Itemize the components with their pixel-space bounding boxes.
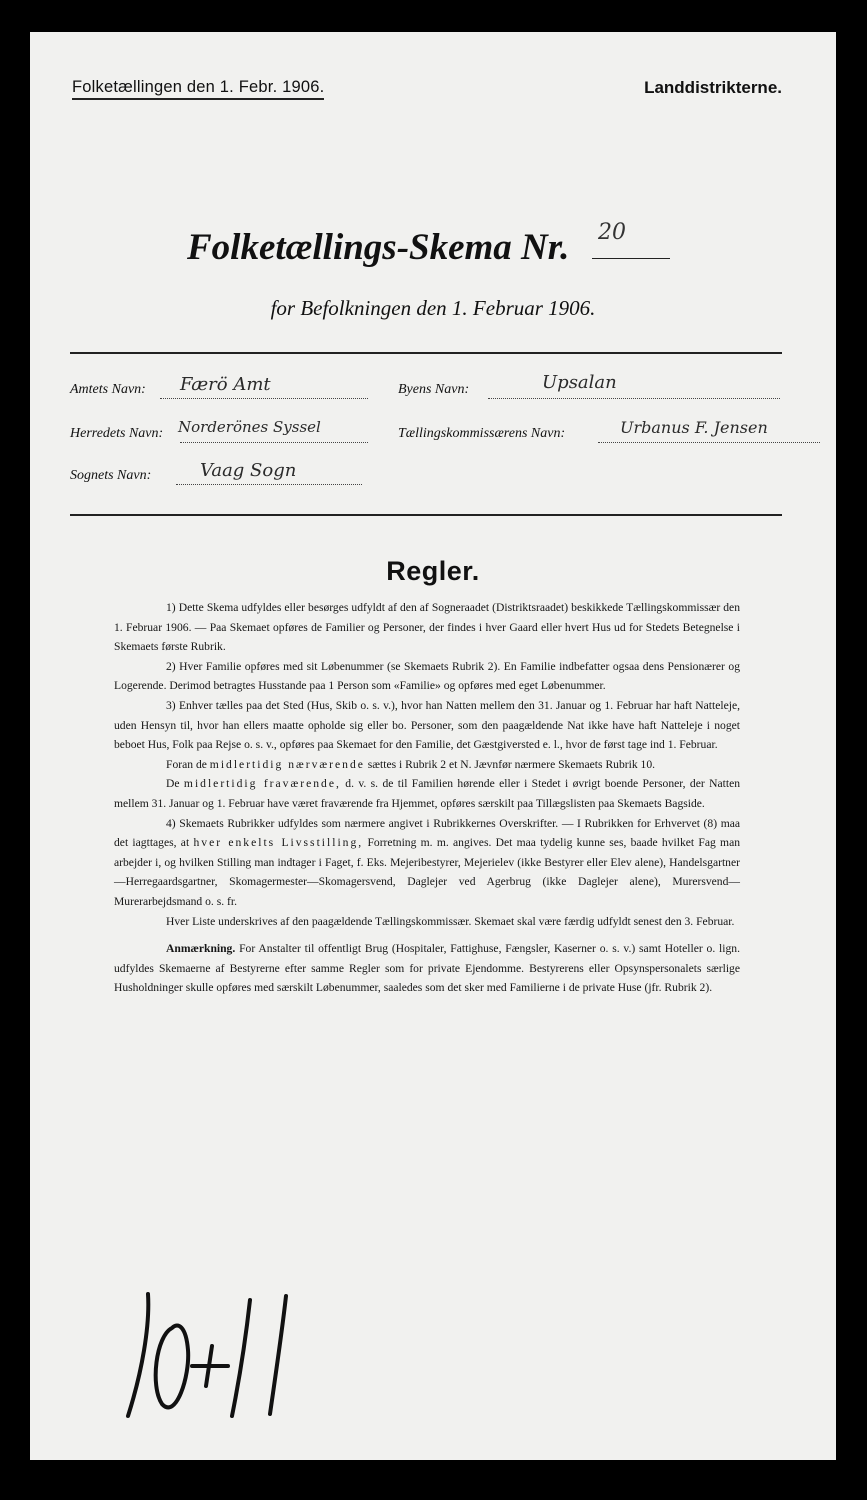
divider-bottom — [70, 514, 782, 516]
form-subtitle: for Befolkningen den 1. Februar 1906. — [270, 296, 596, 320]
rule-1: 1) Dette Skema udfyldes eller besørges udfyldt af den af Sogneraadet (Distriktsraadet) beskikkede Tællingskommissær den 1. Februar 1906. — Paa Skemaet opføres de Familier og Personer, der findes i hver Gaard eller hvert Hus ud for Stedets Betegnelse i Skemaets første Rubrik. — [114, 601, 740, 654]
by-label: Byens Navn: — [398, 382, 470, 397]
rule-4-pre: 4) Skemaets Rubrikker udfyldes som nærmere angivet i Rubrikkernes Overskrifter. — I Rubrikken for Erhvervet (8) maa det iagttages, at — [114, 816, 740, 850]
amt-label: Amtets Navn: — [70, 382, 146, 397]
handwritten-mark — [120, 1276, 310, 1426]
rule-3c-pre: De — [166, 777, 180, 791]
rules-heading: Regler. — [386, 556, 480, 586]
herred-value: Norderönes Syssel — [178, 418, 321, 436]
rule-2: 2) Hver Familie opføres med sit Løbenummer (se Skemaets Rubrik 2). En Familie indbefatter ogsaa dens Pensionærer og Logerende. Derimod betragtes Husstande paa 1 Person som «Familie» og opføres med eget Løbenummer. — [114, 659, 740, 693]
kommissaer-label: Tællingskommissærens Navn: — [398, 426, 566, 441]
sogn-label: Sognets Navn: — [70, 468, 152, 483]
rule-3c-post: d. v. s. de til Familien hørende eller i Stedet i øvrigt boende Personer, der Natten mellem 31. Januar og 1. Februar have været fraværende fra Hjemmet, opføres særskilt paa Tillægslisten paa Skemaets Bagside. — [114, 777, 741, 810]
form-title: Folketællings-Skema Nr. — [187, 227, 570, 268]
annotation-text: For Anstalter til offentligt Brug (Hospitaler, Fattighuse, Fængsler, Kaserner o. s. v.) samt Hoteller o. lign. udfyldes Skemaerne af Bestyrerne efter samme Regler som for private Ejendomme. Bestyrerens eller Opsynspersonalets særlige Husholdninger skulle opføres med særskilt Løbenummer, saaledes som det sker med Familierne i de private Huse (jfr. Rubrik 2). — [114, 942, 740, 995]
kommissaer-value: Urbanus F. Jensen — [620, 418, 768, 437]
census-form-page — [30, 32, 836, 1460]
sogn-line — [176, 484, 362, 485]
rule-4-post: Forretning m. m. angives. Det maa tydelig kunne ses, baade hvilket Fag man arbejder i, og hvilken Stilling man indtager i Faget, f. Eks. Mejeribestyrer, Mejerielev (ikke Bestyrer eller Elev alene), Handelsgartner—Herregaardsgartner, Skomagermester—Skomagersvend, Daglejer ved Agerbrug (ikke Daglejer alene), Murersvend—Murerarbejdsmand o. s. fr. — [114, 836, 741, 908]
form-number: 20 — [592, 220, 670, 259]
district-type: Landdistrikterne. — [644, 78, 782, 97]
divider-top — [70, 352, 782, 354]
rules-text — [114, 598, 740, 998]
amt-line — [160, 398, 368, 399]
rule-4-signature: Hver Liste underskrives af den paagældende Tællingskommissær. Skemaet skal være færdig udfyldt senest den 3. Februar. — [166, 914, 735, 928]
rule-3b-post: sættes i Rubrik 2 et N. Jævnfør nærmere Skemaets Rubrik 10. — [367, 757, 656, 771]
sogn-value: Vaag Sogn — [200, 460, 297, 481]
by-value: Upsalan — [542, 372, 617, 393]
rule-3-present — [114, 755, 740, 775]
census-header: Folketællingen den 1. Febr. 1906. — [72, 78, 324, 100]
rule-4 — [114, 814, 740, 912]
amt-value: Færö Amt — [180, 374, 271, 395]
rule-3: 3) Enhver tælles paa det Sted (Hus, Skib o. s. v.), hvor han Natten mellem den 31. Januar og 1. Februar har haft Natteleje, uden Hensyn til, hvor han ellers maatte opholde sig eller bo. Personer, som den paagældende Nat ikke have haft Natteleje i noget beboet Hus, Folk paa Rejse o. s. v., opføres paa Skemaet for den Familie, det Gæstgiversted e. l., hvor de først tage ind 1. Februar. — [114, 698, 740, 752]
annotation-label: Anmærkning. — [166, 942, 236, 956]
annotation — [114, 939, 740, 998]
rule-3b-spaced: midlertidig nærværende — [209, 757, 365, 771]
rule-3c-spaced: midlertidig fraværende, — [183, 777, 341, 791]
by-line — [488, 398, 780, 399]
rule-4-spaced: hver enkelts Livsstilling, — [193, 836, 364, 850]
rule-3b-pre: Foran de — [166, 757, 207, 771]
kommissaer-line — [598, 442, 820, 443]
herred-line — [180, 442, 368, 443]
rule-3-absent — [114, 774, 740, 813]
herred-label: Herredets Navn: — [70, 426, 164, 441]
